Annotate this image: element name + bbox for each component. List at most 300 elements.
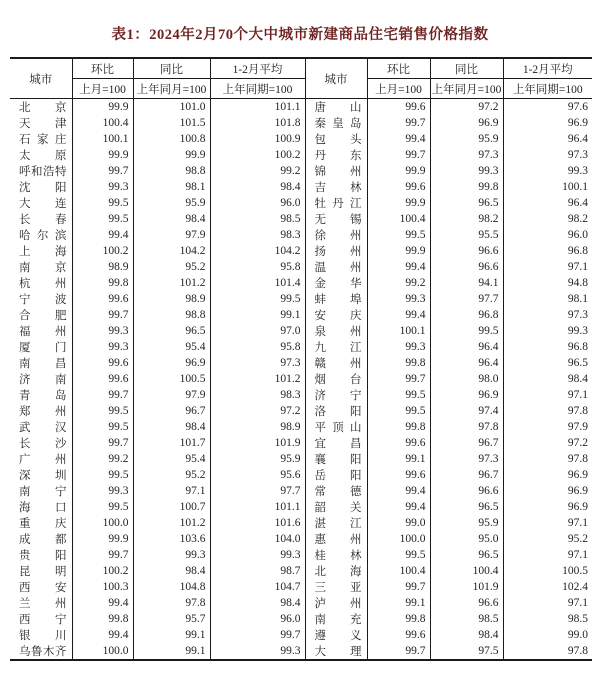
city-cell: 宁波 — [10, 291, 72, 307]
table-row — [10, 515, 592, 531]
city-cell: 大理 — [305, 643, 367, 660]
value-cell: 99.5 — [367, 387, 430, 403]
col-header-avg-left: 1-2月平均 — [210, 58, 305, 79]
city-cell: 金华 — [305, 275, 367, 291]
value-cell: 100.3 — [72, 579, 133, 595]
value-cell: 99.4 — [72, 227, 133, 243]
value-cell: 96.5 — [133, 323, 210, 339]
value-cell: 96.7 — [430, 467, 503, 483]
value-cell: 96.4 — [567, 133, 588, 145]
col-header-avg-right: 1-2月平均 — [503, 58, 592, 79]
city-cell: 呼和浩特 — [10, 163, 72, 179]
city-cell: 济宁 — [305, 387, 367, 403]
value-cell: 100.9 — [210, 131, 305, 147]
value-cell: 98.1 — [133, 179, 210, 195]
value-cell: 99.7 — [367, 371, 430, 387]
city-cell: 天津 — [10, 115, 72, 131]
city-cell: 宜昌 — [305, 435, 367, 451]
city-cell: 襄阳 — [305, 451, 367, 467]
value-cell: 99.4 — [367, 483, 430, 499]
value-cell: 100.5 — [133, 371, 210, 387]
city-cell: 安庆 — [305, 307, 367, 323]
value-cell: 96.4 — [430, 339, 503, 355]
table-row — [10, 147, 592, 163]
table-row — [10, 403, 592, 419]
value-cell: 96.9 — [567, 501, 588, 513]
table-row — [10, 275, 592, 291]
value-cell: 96.0 — [210, 195, 305, 211]
value-cell: 100.1 — [72, 131, 133, 147]
city-cell: 银川 — [10, 627, 72, 643]
table-row — [10, 595, 592, 611]
value-cell: 101.2 — [133, 515, 210, 531]
value-cell: 99.5 — [210, 291, 305, 307]
value-cell: 98.7 — [210, 563, 305, 579]
value-cell: 99.7 — [72, 435, 133, 451]
value-cell: 99.3 — [567, 325, 588, 337]
value-cell: 94.8 — [567, 277, 588, 289]
table-row — [10, 435, 592, 451]
city-cell: 惠州 — [305, 531, 367, 547]
value-cell: 98.4 — [210, 595, 305, 611]
table-row — [10, 227, 592, 243]
city-cell: 哈尔滨 — [10, 227, 72, 243]
value-cell: 101.5 — [133, 115, 210, 131]
value-cell: 97.1 — [567, 597, 588, 609]
value-cell: 101.8 — [210, 115, 305, 131]
value-cell: 96.6 — [430, 595, 503, 611]
value-cell: 101.9 — [430, 579, 503, 595]
city-cell: 兰州 — [10, 595, 72, 611]
value-cell: 101.0 — [133, 99, 210, 116]
value-cell: 98.8 — [133, 163, 210, 179]
table-title: 表1：2024年2月70个大中城市新建商品住宅销售价格指数 — [111, 27, 489, 43]
value-cell: 95.6 — [210, 467, 305, 483]
value-cell: 102.4 — [562, 581, 588, 593]
table-body — [10, 99, 592, 661]
city-cell: 南昌 — [10, 355, 72, 371]
value-cell: 98.2 — [430, 211, 503, 227]
value-cell: 96.8 — [567, 245, 588, 257]
value-cell: 97.1 — [567, 261, 588, 273]
table-row — [10, 387, 592, 403]
value-cell: 96.9 — [567, 469, 588, 481]
city-cell: 长沙 — [10, 435, 72, 451]
col-header-yoy-left: 同比 — [133, 58, 210, 79]
city-cell: 牡丹江 — [305, 195, 367, 211]
value-cell: 100.4 — [430, 563, 503, 579]
value-cell: 96.9 — [430, 387, 503, 403]
value-cell: 95.2 — [133, 467, 210, 483]
value-cell: 96.0 — [210, 611, 305, 627]
value-cell: 95.2 — [567, 533, 588, 545]
value-cell: 100.0 — [72, 515, 133, 531]
value-cell: 97.8 — [430, 419, 503, 435]
table-row — [10, 211, 592, 227]
header-row-top — [10, 58, 592, 79]
table-row — [10, 467, 592, 483]
value-cell: 98.5 — [567, 613, 588, 625]
value-cell: 97.1 — [567, 517, 588, 529]
city-cell: 北京 — [10, 99, 72, 116]
value-cell: 99.7 — [367, 147, 430, 163]
value-cell: 95.2 — [133, 259, 210, 275]
value-cell: 99.5 — [72, 195, 133, 211]
value-cell: 98.4 — [430, 627, 503, 643]
value-cell: 99.5 — [72, 499, 133, 515]
value-cell: 99.4 — [72, 595, 133, 611]
value-cell: 97.8 — [567, 405, 588, 417]
city-cell: 成都 — [10, 531, 72, 547]
city-cell: 杭州 — [10, 275, 72, 291]
page — [0, 23, 600, 661]
table-row — [10, 179, 592, 195]
value-cell: 97.2 — [567, 437, 588, 449]
value-cell: 95.9 — [133, 195, 210, 211]
value-cell: 100.2 — [72, 563, 133, 579]
table-row — [10, 195, 592, 211]
value-cell: 96.5 — [567, 357, 588, 369]
value-cell: 96.8 — [567, 341, 588, 353]
table-row — [10, 371, 592, 387]
value-cell: 100.0 — [72, 643, 133, 660]
value-cell: 104.8 — [133, 579, 210, 595]
value-cell: 96.6 — [430, 259, 503, 275]
city-cell: 三亚 — [305, 579, 367, 595]
value-cell: 97.5 — [430, 643, 503, 660]
value-cell: 97.3 — [567, 309, 588, 321]
value-cell: 97.3 — [430, 451, 503, 467]
city-cell: 平顶山 — [305, 419, 367, 435]
city-cell: 武汉 — [10, 419, 72, 435]
value-cell: 98.2 — [567, 213, 588, 225]
value-cell: 99.7 — [367, 115, 430, 131]
col-subheader-yoy-right: 上年同月=100 — [430, 79, 503, 99]
value-cell: 96.7 — [133, 403, 210, 419]
value-cell: 95.5 — [430, 227, 503, 243]
value-cell: 97.3 — [567, 149, 588, 161]
col-header-yoy-right: 同比 — [430, 58, 503, 79]
value-cell: 98.9 — [72, 259, 133, 275]
value-cell: 99.5 — [72, 211, 133, 227]
value-cell: 98.9 — [133, 291, 210, 307]
city-cell: 济南 — [10, 371, 72, 387]
value-cell: 99.2 — [72, 451, 133, 467]
value-cell: 98.0 — [430, 371, 503, 387]
col-header-mom-left: 环比 — [72, 58, 133, 79]
value-cell: 99.7 — [367, 579, 430, 595]
value-cell: 99.9 — [367, 243, 430, 259]
table-row — [10, 483, 592, 499]
city-cell: 昆明 — [10, 563, 72, 579]
table-row — [10, 531, 592, 547]
value-cell: 95.4 — [133, 339, 210, 355]
table-row — [10, 307, 592, 323]
value-cell: 99.3 — [367, 291, 430, 307]
value-cell: 101.9 — [210, 435, 305, 451]
value-cell: 98.3 — [210, 227, 305, 243]
value-cell: 100.4 — [367, 211, 430, 227]
value-cell: 99.6 — [367, 435, 430, 451]
value-cell: 99.6 — [367, 467, 430, 483]
value-cell: 99.3 — [367, 339, 430, 355]
value-cell: 99.7 — [72, 547, 133, 563]
value-cell: 95.9 — [210, 451, 305, 467]
city-cell: 长春 — [10, 211, 72, 227]
value-cell: 101.2 — [133, 275, 210, 291]
value-cell: 97.2 — [430, 99, 503, 116]
value-cell: 99.1 — [210, 307, 305, 323]
value-cell: 101.6 — [210, 515, 305, 531]
value-cell: 97.9 — [567, 421, 588, 433]
value-cell: 99.4 — [367, 307, 430, 323]
value-cell: 99.3 — [72, 339, 133, 355]
value-cell: 99.3 — [430, 163, 503, 179]
city-cell: 太原 — [10, 147, 72, 163]
value-cell: 99.1 — [133, 627, 210, 643]
city-cell: 泸州 — [305, 595, 367, 611]
header-row-base — [10, 79, 592, 99]
value-cell: 100.8 — [133, 131, 210, 147]
col-subheader-yoy-left: 上年同月=100 — [133, 79, 210, 99]
value-cell: 98.5 — [430, 611, 503, 627]
value-cell: 99.2 — [210, 163, 305, 179]
table-row — [10, 355, 592, 371]
value-cell: 96.5 — [430, 547, 503, 563]
value-cell: 99.3 — [72, 323, 133, 339]
value-cell: 98.4 — [210, 179, 305, 195]
value-cell: 99.8 — [367, 355, 430, 371]
value-cell: 99.6 — [367, 179, 430, 195]
table-row — [10, 451, 592, 467]
value-cell: 99.3 — [210, 643, 305, 660]
city-cell: 吉林 — [305, 179, 367, 195]
value-cell: 96.9 — [567, 485, 588, 497]
col-subheader-mom-right: 上月=100 — [367, 79, 430, 99]
value-cell: 99.1 — [133, 643, 210, 660]
city-cell: 南充 — [305, 611, 367, 627]
city-cell: 九江 — [305, 339, 367, 355]
table-row — [10, 99, 592, 116]
value-cell: 99.9 — [72, 531, 133, 547]
table-row — [10, 627, 592, 643]
price-index-table — [10, 57, 592, 661]
city-cell: 上海 — [10, 243, 72, 259]
value-cell: 99.7 — [72, 387, 133, 403]
col-header-city-right: 城市 — [305, 58, 367, 99]
city-cell: 乌鲁木齐 — [10, 643, 72, 660]
col-header-city-left: 城市 — [10, 58, 72, 99]
city-cell: 西宁 — [10, 611, 72, 627]
value-cell: 101.1 — [210, 99, 305, 116]
value-cell: 99.6 — [72, 355, 133, 371]
value-cell: 99.6 — [367, 627, 430, 643]
value-cell: 97.9 — [133, 227, 210, 243]
city-cell: 南宁 — [10, 483, 72, 499]
city-cell: 烟台 — [305, 371, 367, 387]
city-cell: 北海 — [305, 563, 367, 579]
city-cell: 海口 — [10, 499, 72, 515]
value-cell: 100.0 — [367, 531, 430, 547]
city-cell: 包头 — [305, 131, 367, 147]
value-cell: 99.8 — [72, 611, 133, 627]
value-cell: 99.2 — [367, 275, 430, 291]
value-cell: 100.2 — [72, 243, 133, 259]
value-cell: 95.8 — [210, 339, 305, 355]
value-cell: 95.9 — [430, 131, 503, 147]
table-row — [10, 259, 592, 275]
table-row — [10, 579, 592, 595]
table-row — [10, 291, 592, 307]
value-cell: 99.8 — [430, 179, 503, 195]
value-cell: 95.4 — [133, 451, 210, 467]
value-cell: 96.0 — [567, 229, 588, 241]
table-row — [10, 115, 592, 131]
col-subheader-avg-left: 上年同期=100 — [210, 79, 305, 99]
table-row — [10, 243, 592, 259]
value-cell: 99.9 — [367, 163, 430, 179]
value-cell: 99.3 — [72, 483, 133, 499]
value-cell: 99.6 — [72, 291, 133, 307]
value-cell: 99.5 — [72, 467, 133, 483]
value-cell: 97.8 — [567, 453, 588, 465]
city-cell: 桂林 — [305, 547, 367, 563]
table-row — [10, 339, 592, 355]
value-cell: 96.5 — [430, 195, 503, 211]
value-cell: 99.0 — [567, 629, 588, 641]
city-cell: 赣州 — [305, 355, 367, 371]
city-cell: 韶关 — [305, 499, 367, 515]
value-cell: 104.2 — [210, 243, 305, 259]
value-cell: 99.7 — [72, 307, 133, 323]
col-header-mom-right: 环比 — [367, 58, 430, 79]
value-cell: 98.4 — [133, 419, 210, 435]
value-cell: 96.7 — [430, 435, 503, 451]
city-cell: 泉州 — [305, 323, 367, 339]
value-cell: 99.4 — [72, 627, 133, 643]
city-cell: 重庆 — [10, 515, 72, 531]
city-cell: 丹东 — [305, 147, 367, 163]
city-cell: 青岛 — [10, 387, 72, 403]
value-cell: 99.5 — [367, 403, 430, 419]
value-cell: 99.7 — [210, 627, 305, 643]
value-cell: 99.8 — [72, 275, 133, 291]
city-cell: 深圳 — [10, 467, 72, 483]
value-cell: 103.6 — [133, 531, 210, 547]
city-cell: 厦门 — [10, 339, 72, 355]
value-cell: 97.7 — [430, 291, 503, 307]
value-cell: 99.5 — [367, 547, 430, 563]
value-cell: 99.6 — [367, 99, 430, 116]
city-cell: 沈阳 — [10, 179, 72, 195]
value-cell: 100.2 — [210, 147, 305, 163]
table-header — [10, 58, 592, 99]
city-cell: 石家庄 — [10, 131, 72, 147]
value-cell: 98.4 — [567, 373, 588, 385]
value-cell: 99.5 — [430, 323, 503, 339]
table-row — [10, 499, 592, 515]
value-cell: 101.2 — [210, 371, 305, 387]
value-cell: 104.2 — [133, 243, 210, 259]
col-subheader-mom-left: 上月=100 — [72, 79, 133, 99]
value-cell: 97.1 — [133, 483, 210, 499]
value-cell: 104.7 — [210, 579, 305, 595]
value-cell: 101.1 — [210, 499, 305, 515]
value-cell: 97.3 — [210, 355, 305, 371]
value-cell: 100.4 — [72, 115, 133, 131]
value-cell: 101.4 — [210, 275, 305, 291]
value-cell: 99.6 — [72, 371, 133, 387]
value-cell: 98.4 — [133, 563, 210, 579]
value-cell: 97.8 — [567, 645, 588, 657]
value-cell: 97.1 — [567, 549, 588, 561]
value-cell: 96.9 — [567, 117, 588, 129]
value-cell: 98.4 — [133, 211, 210, 227]
value-cell: 96.4 — [567, 197, 588, 209]
table-row — [10, 643, 592, 660]
city-cell: 大连 — [10, 195, 72, 211]
city-cell: 秦皇岛 — [305, 115, 367, 131]
city-cell: 遵义 — [305, 627, 367, 643]
value-cell: 99.9 — [367, 195, 430, 211]
city-cell: 贵阳 — [10, 547, 72, 563]
value-cell: 98.3 — [210, 387, 305, 403]
value-cell: 97.6 — [567, 101, 588, 113]
table-row — [10, 323, 592, 339]
value-cell: 98.5 — [210, 211, 305, 227]
city-cell: 湛江 — [305, 515, 367, 531]
value-cell: 97.2 — [210, 403, 305, 419]
value-cell: 96.9 — [430, 115, 503, 131]
value-cell: 98.8 — [133, 307, 210, 323]
value-cell: 99.0 — [367, 515, 430, 531]
value-cell: 99.4 — [367, 259, 430, 275]
city-cell: 徐州 — [305, 227, 367, 243]
value-cell: 100.4 — [367, 563, 430, 579]
value-cell: 95.9 — [430, 515, 503, 531]
city-cell: 西安 — [10, 579, 72, 595]
city-cell: 广州 — [10, 451, 72, 467]
table-row — [10, 419, 592, 435]
value-cell: 99.8 — [367, 611, 430, 627]
city-cell: 锦州 — [305, 163, 367, 179]
city-cell: 南京 — [10, 259, 72, 275]
value-cell: 99.3 — [72, 179, 133, 195]
value-cell: 99.7 — [367, 643, 430, 660]
value-cell: 98.9 — [210, 419, 305, 435]
city-cell: 常德 — [305, 483, 367, 499]
value-cell: 95.7 — [133, 611, 210, 627]
city-cell: 扬州 — [305, 243, 367, 259]
value-cell: 97.3 — [430, 147, 503, 163]
value-cell: 96.4 — [430, 355, 503, 371]
value-cell: 99.5 — [367, 227, 430, 243]
table-row — [10, 611, 592, 627]
value-cell: 99.4 — [367, 131, 430, 147]
value-cell: 97.8 — [133, 595, 210, 611]
value-cell: 100.5 — [562, 565, 588, 577]
city-cell: 福州 — [10, 323, 72, 339]
city-cell: 唐山 — [305, 99, 367, 116]
value-cell: 99.9 — [133, 147, 210, 163]
value-cell: 99.3 — [133, 547, 210, 563]
value-cell: 100.7 — [133, 499, 210, 515]
value-cell: 97.1 — [567, 389, 588, 401]
value-cell: 96.5 — [430, 499, 503, 515]
city-cell: 岳阳 — [305, 467, 367, 483]
city-cell: 合肥 — [10, 307, 72, 323]
value-cell: 99.3 — [567, 165, 588, 177]
